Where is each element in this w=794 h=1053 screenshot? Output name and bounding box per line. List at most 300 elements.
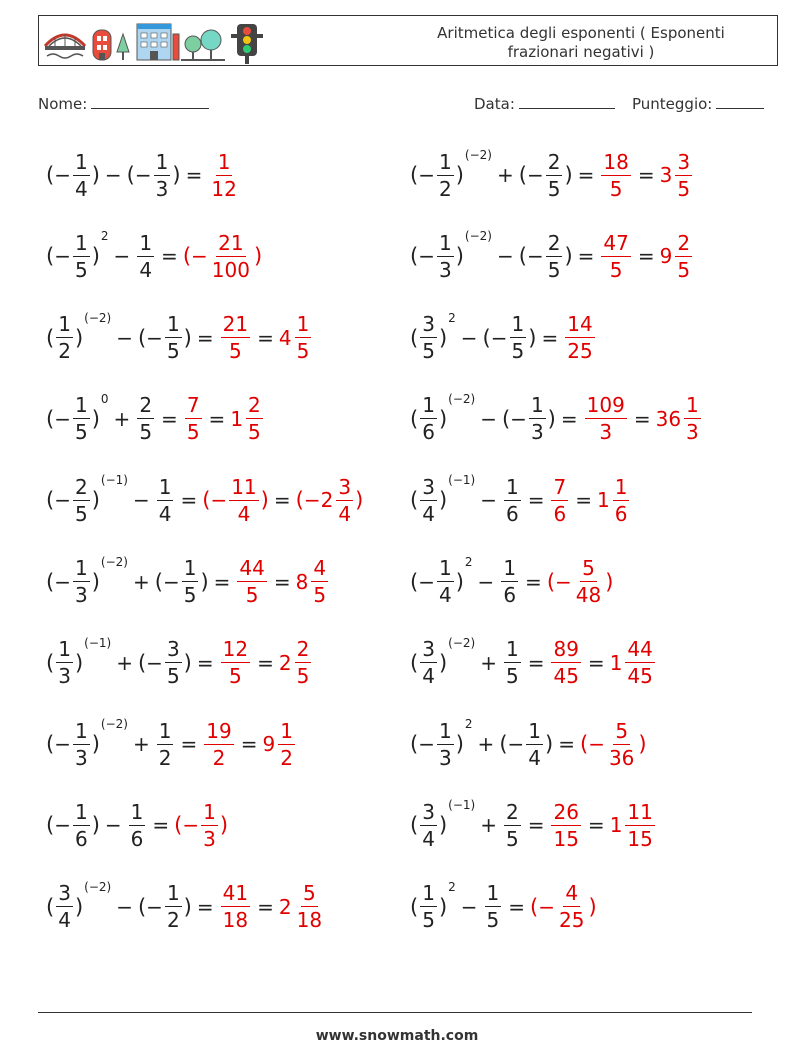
operator: −	[113, 244, 131, 269]
exponent: (−1)	[448, 473, 476, 488]
open-paren: (	[46, 650, 55, 675]
denominator: 25	[567, 339, 593, 364]
fraction	[56, 881, 73, 933]
footer-divider	[38, 1012, 752, 1013]
equals-sign: =	[508, 894, 526, 919]
fraction	[551, 474, 568, 526]
denominator: 5	[74, 420, 88, 445]
problem-item	[410, 872, 597, 942]
whole-number: 3	[659, 163, 673, 187]
denominator: 4	[422, 664, 435, 689]
whole-number: 1	[609, 813, 623, 838]
exponent: (−2)	[84, 310, 112, 325]
fraction	[73, 718, 90, 770]
operator: +	[132, 569, 150, 594]
close-paren: )	[219, 813, 229, 838]
close-paren: )	[528, 325, 537, 350]
equals-sign: =	[527, 813, 545, 838]
close-paren: )	[91, 406, 100, 431]
operator: +	[477, 732, 495, 757]
equals-sign: =	[633, 406, 651, 431]
minus-sign: −	[418, 569, 435, 594]
denominator: 5	[422, 339, 435, 364]
operator: −	[104, 163, 122, 187]
numerator: 47	[603, 230, 629, 255]
equals-sign: =	[527, 488, 545, 513]
open-paren: (	[295, 488, 304, 513]
operator: +	[480, 813, 497, 838]
fraction	[504, 799, 521, 851]
fraction	[485, 881, 502, 933]
denominator: 5	[186, 420, 200, 445]
open-paren: (	[46, 488, 55, 513]
numerator: 1	[438, 718, 452, 743]
fraction	[295, 637, 312, 689]
numerator: 2	[677, 230, 691, 255]
fraction	[237, 558, 266, 605]
denominator: 5	[422, 908, 435, 933]
fraction	[675, 230, 692, 282]
open-paren: (	[579, 732, 589, 757]
answer-value	[549, 637, 582, 689]
operator: +	[116, 650, 133, 675]
answer-value	[219, 312, 252, 364]
open-paren: (	[154, 569, 163, 594]
worksheet-header	[38, 15, 778, 66]
numerator: 1	[58, 312, 71, 337]
denominator: 45	[627, 664, 653, 689]
numerator: 7	[553, 474, 567, 499]
numerator: 1	[686, 393, 699, 418]
denominator: 5	[245, 583, 259, 607]
denominator: 3	[530, 420, 544, 445]
denominator: 48	[575, 583, 602, 607]
close-paren: )	[547, 406, 556, 431]
whole-number: 2	[278, 650, 292, 675]
close-paren: )	[183, 650, 192, 675]
name-line[interactable]	[91, 94, 209, 109]
answer-value	[609, 637, 657, 689]
denominator: 2	[212, 745, 226, 770]
open-paren: (	[410, 813, 419, 838]
answer-value	[609, 799, 657, 851]
building-icon	[93, 30, 111, 60]
close-paren: )	[588, 894, 597, 919]
answer-value	[549, 474, 570, 526]
close-paren: )	[638, 732, 647, 757]
equals-sign: =	[560, 406, 578, 431]
score-line[interactable]	[716, 94, 764, 109]
open-paren: (	[410, 244, 419, 269]
close-paren: )	[605, 569, 614, 594]
open-paren: (	[46, 894, 55, 919]
open-paren: (	[518, 244, 527, 269]
fraction	[546, 149, 563, 201]
fraction	[420, 881, 437, 933]
minus-sign: −	[54, 732, 71, 757]
denominator: 3	[438, 257, 452, 282]
fraction	[209, 149, 238, 201]
numerator: 89	[553, 637, 579, 662]
open-paren: (	[202, 488, 211, 513]
minus-sign: −	[146, 325, 163, 350]
denominator: 5	[511, 339, 525, 364]
tree-icon	[117, 34, 129, 60]
minus-sign: −	[54, 406, 71, 431]
answer-value	[278, 881, 326, 933]
denominator: 6	[74, 826, 88, 851]
minus-sign: −	[418, 732, 435, 757]
problem-item	[410, 628, 657, 698]
open-paren: (	[46, 325, 55, 350]
equals-sign: =	[525, 569, 542, 594]
close-paren: )	[438, 813, 448, 838]
bridge-icon	[45, 34, 85, 58]
problem-item	[46, 221, 262, 291]
fraction	[565, 312, 594, 364]
close-paren: )	[91, 244, 100, 269]
numerator: 44	[239, 556, 265, 580]
answer-value	[583, 393, 629, 445]
fraction	[510, 312, 527, 364]
open-paren: (	[499, 732, 508, 757]
numerator: 1	[614, 474, 628, 499]
numerator: 1	[74, 393, 88, 418]
denominator: 15	[627, 826, 653, 851]
denominator: 2	[438, 176, 452, 201]
exponent: 2	[100, 229, 109, 244]
fraction	[504, 637, 521, 689]
problem-item	[46, 547, 330, 617]
open-paren: (	[546, 569, 556, 594]
whole-number: 1	[609, 650, 623, 675]
denominator: 5	[74, 257, 88, 282]
problem-item	[46, 303, 313, 373]
fraction	[526, 718, 543, 770]
denominator: 5	[313, 583, 327, 607]
fraction	[73, 474, 90, 526]
equals-sign: =	[196, 894, 214, 919]
open-paren: (	[410, 488, 419, 513]
answer-value	[262, 718, 296, 770]
minus-sign: −	[555, 569, 572, 594]
denominator: 4	[422, 501, 435, 526]
answer-value	[183, 393, 204, 445]
minus-sign: −	[526, 163, 544, 187]
numerator: 1	[280, 718, 293, 743]
numerator: 5	[615, 718, 629, 743]
answer-value	[295, 474, 364, 526]
equals-sign: =	[161, 406, 178, 431]
numerator: 18	[603, 149, 629, 174]
fraction	[246, 393, 263, 445]
operator: −	[460, 894, 478, 919]
answer-value	[235, 558, 268, 605]
denominator: 6	[505, 501, 519, 526]
problem-item	[410, 547, 613, 617]
fraction	[201, 799, 218, 851]
close-paren: )	[74, 650, 84, 675]
numerator: 1	[511, 312, 525, 337]
answer-value	[219, 881, 252, 933]
exponent: (−2)	[100, 554, 128, 569]
exponent: 2	[448, 879, 456, 894]
denominator: 3	[686, 420, 699, 445]
numerator: 21	[222, 312, 249, 337]
fraction	[546, 230, 563, 282]
fraction	[73, 149, 90, 201]
open-paren: (	[518, 163, 527, 187]
open-paren: (	[482, 325, 491, 350]
equals-sign: =	[180, 732, 198, 757]
problem-item	[410, 465, 631, 535]
fraction	[165, 637, 182, 689]
whole-number: 4	[278, 325, 292, 350]
numerator: 2	[547, 149, 561, 174]
operator: −	[104, 813, 122, 838]
numerator: 3	[677, 149, 691, 174]
open-paren: (	[137, 894, 147, 919]
close-paren: )	[438, 894, 448, 919]
fraction	[157, 718, 174, 770]
fraction	[601, 149, 630, 201]
name-label: Nome:	[38, 95, 88, 113]
fraction	[437, 558, 454, 605]
answer-value	[599, 230, 632, 282]
numerator: 1	[422, 393, 435, 418]
answer-value	[230, 393, 264, 445]
fraction	[73, 558, 90, 605]
fraction	[437, 718, 454, 770]
minus-sign: −	[490, 325, 508, 350]
denominator: 5	[166, 339, 180, 364]
close-paren: )	[183, 894, 192, 919]
score-label: Punteggio:	[632, 95, 713, 113]
numerator: 1	[505, 637, 519, 662]
operator: −	[480, 488, 497, 513]
minus-sign: −	[54, 163, 71, 187]
denominator: 3	[203, 826, 216, 851]
answer-value	[596, 474, 631, 526]
fraction	[625, 637, 654, 689]
numerator: 3	[422, 474, 435, 499]
answer-value	[278, 312, 313, 364]
numerator: 2	[296, 637, 310, 662]
answer-value	[219, 637, 252, 689]
equals-sign: =	[152, 813, 170, 838]
close-paren: )	[91, 813, 100, 838]
operator: −	[460, 325, 478, 350]
close-paren: )	[545, 732, 554, 757]
answer-value	[174, 799, 229, 851]
numerator: 1	[139, 230, 153, 255]
fraction	[56, 637, 73, 689]
numerator: 1	[155, 149, 169, 174]
date-line[interactable]	[519, 94, 615, 109]
denominator: 3	[58, 664, 71, 689]
numerator: 26	[553, 799, 579, 824]
exponent: (−2)	[448, 635, 476, 650]
fraction	[420, 637, 437, 689]
numerator: 1	[166, 312, 180, 337]
header-illustrations	[43, 20, 265, 64]
equals-sign: =	[257, 325, 274, 350]
numerator: 1	[158, 718, 172, 743]
fraction	[165, 312, 182, 364]
close-paren: )	[438, 406, 448, 431]
equals-sign: =	[196, 325, 214, 350]
denominator: 5	[248, 420, 261, 445]
fraction	[574, 558, 603, 605]
denominator: 5	[505, 664, 519, 689]
numerator: 3	[422, 637, 435, 662]
whole-number: 2	[278, 894, 292, 919]
numerator: 1	[130, 799, 144, 824]
fraction	[585, 393, 627, 445]
office-building-icon	[137, 24, 179, 60]
equals-sign: =	[273, 569, 291, 594]
fraction	[210, 230, 252, 282]
numerator: 5	[582, 556, 595, 580]
fraction	[73, 799, 90, 851]
numerator: 1	[505, 474, 519, 499]
minus-sign: −	[146, 650, 163, 675]
open-paren: (	[46, 244, 55, 269]
numerator: 1	[74, 799, 88, 824]
equals-sign: =	[575, 488, 592, 513]
open-paren: (	[137, 650, 147, 675]
open-paren: (	[410, 163, 419, 187]
numerator: 3	[166, 637, 180, 662]
denominator: 5	[505, 826, 519, 851]
problem-item	[410, 303, 597, 373]
numerator: 1	[158, 474, 172, 499]
denominator: 3	[155, 176, 169, 201]
exponent: (−2)	[84, 879, 112, 894]
answer-value	[659, 149, 694, 201]
fraction	[420, 799, 437, 851]
exponent: (−2)	[100, 717, 128, 732]
denominator: 100	[211, 257, 250, 282]
operator: −	[480, 406, 497, 431]
problem-item	[410, 384, 703, 454]
numerator: 14	[567, 312, 593, 337]
numerator: 1	[74, 149, 88, 174]
footer-url: www.snowmath.com	[315, 1028, 479, 1044]
fraction	[221, 312, 250, 364]
problem-item	[46, 465, 363, 535]
whole-number: 1	[596, 488, 610, 513]
equals-sign: =	[196, 650, 214, 675]
denominator: 5	[74, 501, 88, 526]
numerator: 19	[206, 718, 232, 743]
minus-sign: −	[526, 244, 544, 269]
numerator: 1	[438, 230, 452, 255]
denominator: 5	[139, 420, 153, 445]
problem-item	[46, 140, 241, 210]
numerator: 7	[186, 393, 200, 418]
fraction	[204, 718, 233, 770]
operator: +	[496, 163, 514, 187]
operator: −	[116, 894, 133, 919]
equals-sign: =	[161, 244, 178, 269]
numerator: 1	[528, 718, 542, 743]
numerator: 5	[302, 881, 316, 906]
problem-item	[46, 790, 228, 860]
problem-item	[46, 384, 265, 454]
denominator: 6	[614, 501, 628, 526]
minus-sign: −	[418, 163, 435, 187]
numerator: 2	[74, 474, 88, 499]
answer-value	[599, 149, 632, 201]
fraction	[129, 799, 146, 851]
fraction	[137, 230, 154, 282]
worksheet-title: Aritmetica degli esponenti ( Esponenti frazionari negativi )	[437, 24, 725, 61]
fraction	[420, 474, 437, 526]
answer-value	[547, 558, 614, 605]
denominator: 5	[547, 257, 561, 282]
open-paren: (	[46, 569, 55, 594]
denominator: 4	[338, 501, 352, 526]
denominator: 2	[280, 745, 293, 770]
minus-sign: −	[54, 488, 71, 513]
close-paren: )	[91, 732, 100, 757]
equals-sign: =	[637, 244, 655, 269]
fraction	[73, 393, 90, 445]
operator: −	[496, 244, 514, 269]
fraction	[165, 881, 182, 933]
whole-number: 2	[320, 488, 334, 513]
numerator: 1	[58, 637, 71, 662]
open-paren: (	[410, 650, 419, 675]
fraction	[684, 393, 701, 445]
numerator: 2	[248, 393, 261, 418]
close-paren: )	[260, 488, 269, 513]
numerator: 1	[422, 881, 435, 906]
answer-value	[202, 474, 269, 526]
fraction	[56, 312, 73, 364]
equals-sign: =	[541, 325, 559, 350]
close-paren: )	[91, 569, 100, 594]
close-paren: )	[455, 163, 464, 187]
date-field	[474, 94, 615, 113]
numerator: 21	[218, 230, 244, 255]
numerator: 1	[166, 881, 180, 906]
close-paren: )	[74, 325, 84, 350]
open-paren: (	[46, 813, 55, 838]
denominator: 12	[211, 176, 237, 201]
numerator: 1	[530, 393, 544, 418]
numerator: 11	[627, 799, 653, 824]
numerator: 4	[565, 881, 579, 906]
fraction	[420, 393, 437, 445]
equals-sign: =	[185, 163, 203, 187]
fraction	[295, 312, 312, 364]
denominator: 36	[608, 745, 635, 770]
denominator: 5	[677, 257, 691, 282]
problem-item	[46, 709, 297, 779]
equals-sign: =	[527, 650, 545, 675]
exponent: (−2)	[448, 391, 476, 406]
minus-sign: −	[538, 894, 556, 919]
fraction	[182, 558, 199, 605]
minus-sign: −	[162, 569, 180, 594]
operator: −	[132, 488, 150, 513]
minus-sign: −	[210, 488, 228, 513]
close-paren: )	[438, 488, 448, 513]
fraction	[229, 474, 258, 526]
denominator: 5	[547, 176, 561, 201]
